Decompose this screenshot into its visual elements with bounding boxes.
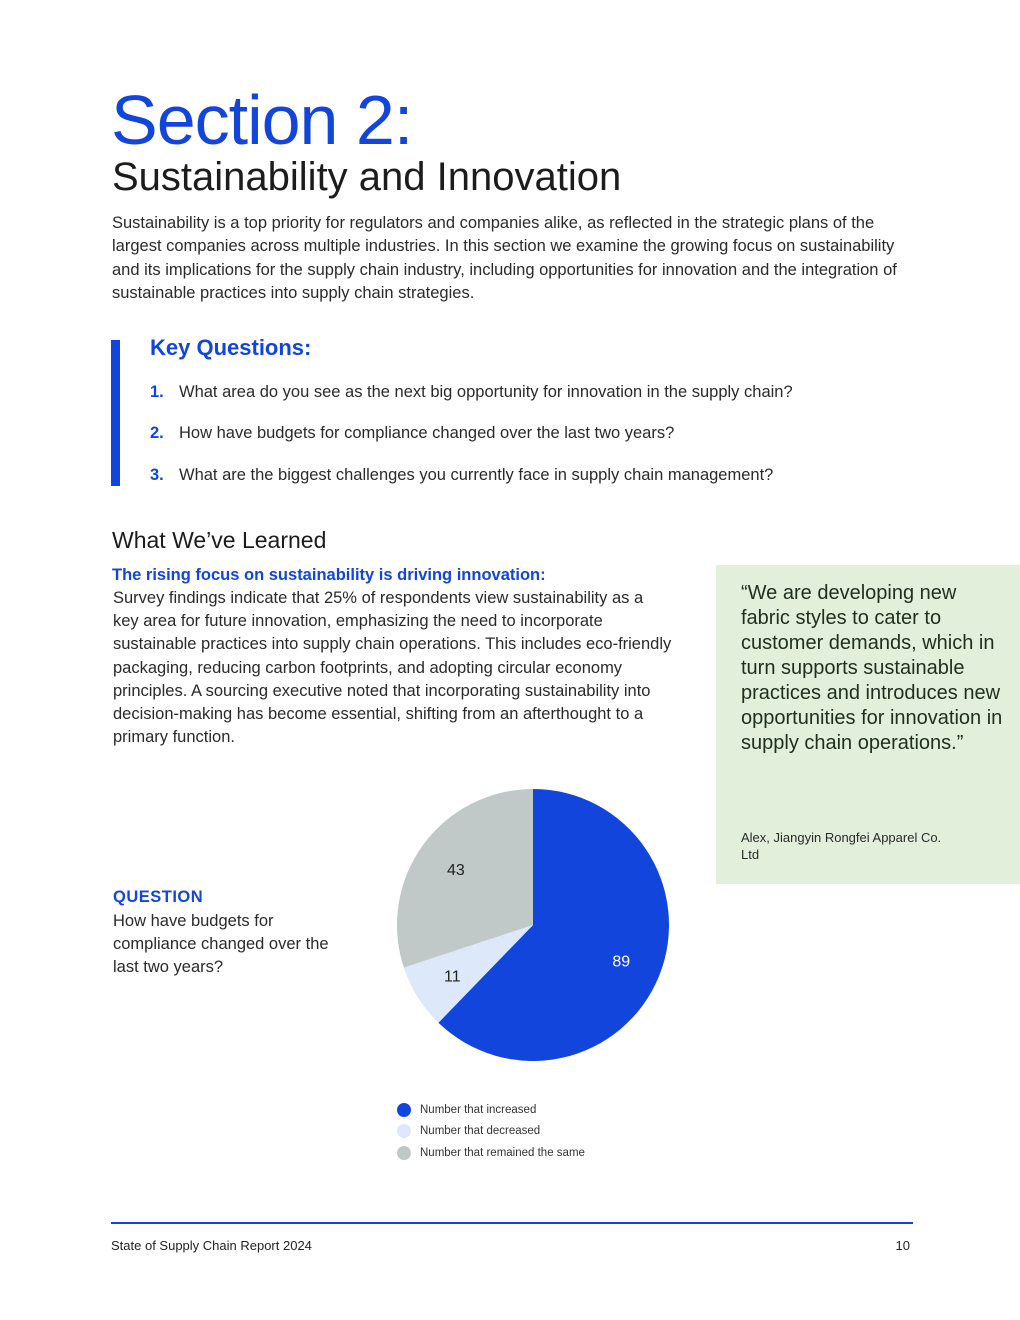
quote-text: “We are developing new fabric styles to cater to customer demands, which in turn supports sustainable practices and introduces new opportunities for innovation in supply chain operations.” — [741, 582, 1003, 754]
key-question-number: 2. — [150, 424, 164, 442]
key-question-number: 3. — [150, 466, 164, 484]
legend-swatch — [397, 1124, 411, 1138]
footer-report-name: State of Supply Chain Report 2024 — [111, 1238, 312, 1253]
key-question-text: How have budgets for compliance changed over the last two years? — [179, 424, 675, 442]
legend-label: Number that increased — [420, 1103, 537, 1116]
footer-page-number: 10 — [895, 1238, 910, 1253]
key-question-text: What are the biggest challenges you currently face in supply chain management? — [179, 466, 774, 484]
quote-author: Alex, Jiangyin Rongfei Apparel Co. Ltd — [741, 830, 942, 862]
section-title: Sustainability and Innovation — [112, 155, 622, 199]
legend-entry-1 — [397, 1121, 585, 1143]
key-question-item — [150, 464, 773, 486]
key-question-item — [150, 422, 674, 444]
legend-entry-2 — [397, 1142, 585, 1164]
budget-pie-chart — [380, 780, 680, 1080]
footer-divider — [111, 1222, 913, 1224]
section-number: Section 2: — [111, 81, 413, 159]
legend-swatch — [397, 1146, 411, 1160]
legend-label: Number that remained the same — [420, 1146, 585, 1159]
legend-entry-0 — [397, 1099, 585, 1121]
intro-paragraph: Sustainability is a top priority for regulators and companies alike, as reflected in the strategic plans of the largest companies across multiple industries. In this section we examine the growing focus on sustainability and its implications for the supply chain industry, including opportunities for innovation and the integration of sustainable practices into supply chain strategies. — [112, 214, 897, 302]
pie-data-label-1: 11 — [444, 968, 461, 986]
question-label: QUESTION — [113, 888, 204, 906]
question-text: How have budgets for compliance changed over the last two years? — [113, 912, 329, 977]
chart-legend — [397, 1099, 585, 1164]
key-question-item — [150, 381, 793, 403]
key-questions-accent-bar — [111, 340, 120, 486]
learned-title: What We’ve Learned — [112, 527, 327, 553]
legend-label: Number that decreased — [420, 1125, 541, 1138]
key-question-text: What area do you see as the next big opportunity for innovation in the supply chain? — [179, 383, 793, 401]
pie-data-label-2: 43 — [446, 862, 465, 880]
finding-body: Survey findings indicate that 25% of respondents view sustainability as a key area for future innovation, emphasizing the need to incorporate sustainable practices into supply chain operations. This includes eco-friendly packaging, reducing carbon footprints, and adopting circular economy principles. A sourcing executive noted that incorporating sustainability into decision-making has become essential, shifting from an afterthought to a primary function. — [113, 589, 672, 747]
key-questions-title: Key Questions: — [150, 335, 312, 360]
legend-swatch — [397, 1103, 411, 1117]
pie-data-label-0: 89 — [612, 953, 631, 971]
finding-heading: The rising focus on sustainability is driving innovation: — [112, 566, 546, 584]
key-question-number: 1. — [150, 383, 164, 401]
